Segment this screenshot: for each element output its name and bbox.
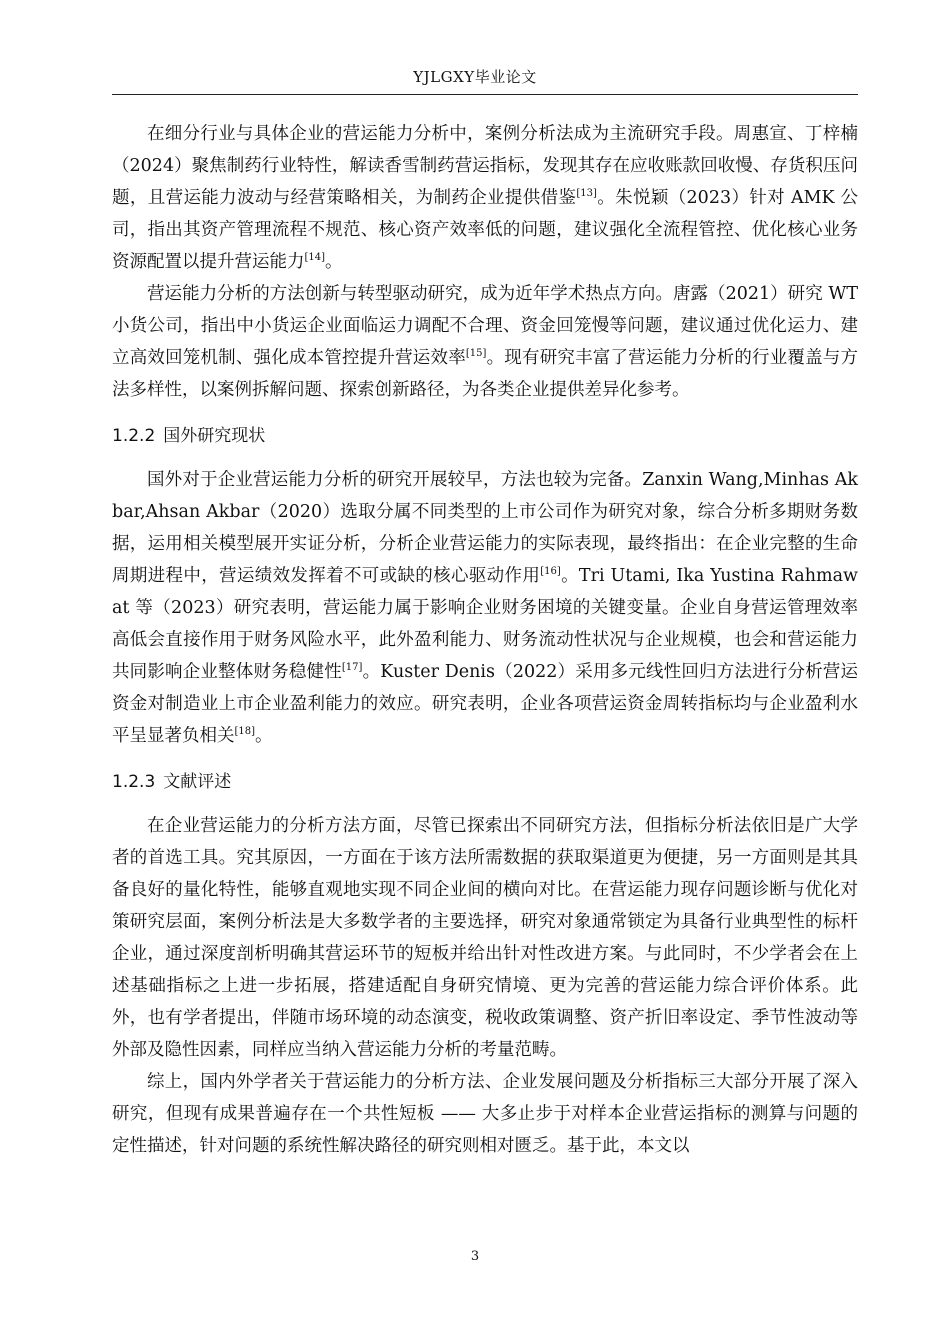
section-title: 文献评述	[163, 772, 232, 792]
section-heading-1-2-3	[112, 766, 858, 798]
paragraph-literature-review	[112, 810, 858, 1066]
citation-14: [14]	[304, 252, 326, 264]
paragraph-industry-case-analysis	[112, 118, 858, 278]
paragraph-text: 在细分行业与具体企业的营运能力分析中，案例分析法成为主流研究手段。周惠宣、丁梓楠（2024）聚焦制药行业特性，解读香雪制药营运指标，发现其存在应收账款回收慢、存货积压问题，且营运能力波动与经营策略相关，为制药企业提供借鉴	[112, 124, 858, 208]
paragraph-text: 营运能力分析的方法创新与转型驱动研究，成为近年学术热点方向。唐露（2021）研究 WT 小货公司，指出中小货运企业面临运力调配不合理、资金回笼慢等问题，建议通过优化运力、建立高效回笼机制、强化成本管控提升营运效率	[112, 284, 858, 368]
section-title: 国外研究现状	[163, 426, 266, 446]
paragraph-text: 。Kuster Denis（2022）采用多元线性回归方法进行分析营运资金对制造业上市企业盈利能力的效应。研究表明，企业各项营运资金周转指标均与企业盈利水平呈显著负相关	[112, 662, 858, 746]
paragraph-text: 国外对于企业营运能力分析的研究开展较早，方法也较为完备。Zanxin Wang,Minhas Akbar,Ahsan Akbar（2020）选取分属不同类型的上市公司作为研究对象，综合分析多期财务数据，运用相关模型展开实证分析，分析企业营运能力的实际表现，最终指出：在企业完整的生命周期进程中，营运绩效发挥着不可或缺的核心驱动作用	[112, 470, 858, 586]
running-header: YJLGXY毕业论文	[413, 68, 537, 86]
paragraph-foreign-research	[112, 464, 858, 752]
paragraph-method-innovation	[112, 278, 858, 406]
page-body	[112, 118, 858, 1162]
section-number: 1.2.3	[112, 772, 156, 792]
paragraph-text: 。	[255, 726, 273, 746]
citation-17: [17]	[341, 662, 363, 674]
header-rule	[112, 94, 858, 95]
paragraph-text: 。	[325, 252, 343, 272]
paragraph-text: 。朱悦颖（2023）针对 AMK 公司，指出其资产管理流程不规范、核心资产效率低的问题，建议强化全流程管控、优化核心业务资源配置以提升营运能力	[112, 188, 858, 272]
citation-18: [18]	[234, 726, 256, 738]
paragraph-text: 在企业营运能力的分析方法方面，尽管已探索出不同研究方法，但指标分析法依旧是广大学者的首选工具。究其原因，一方面在于该方法所需数据的获取渠道更为便捷，另一方面则是其具备良好的量化特性，能够直观地实现不同企业间的横向对比。在营运能力现存问题诊断与优化对策研究层面，案例分析法是大多数学者的主要选择，研究对象通常锁定为具备行业典型性的标杆企业，通过深度剖析明确其营运环节的短板并给出针对性改进方案。与此同时，不少学者会在上述基础指标之上进一步拓展，搭建适配自身研究情境、更为完善的营运能力综合评价体系。此外，也有学者提出，伴随市场环境的动态演变，税收政策调整、资产折旧率设定、季节性波动等外部及隐性因素，同样应当纳入营运能力分析的考量范畴。	[112, 816, 858, 1060]
citation-16: [16]	[540, 566, 561, 578]
citation-15: [15]	[465, 348, 487, 360]
paragraph-text: 综上，国内外学者关于营运能力的分析方法、企业发展问题及分析指标三大部分开展了深入研究，但现有成果普遍存在一个共性短板 —— 大多止步于对样本企业营运指标的测算与问题的定性描述，针对问题的系统性解决路径的研究则相对匮乏。基于此，本文以	[112, 1072, 858, 1156]
section-heading-1-2-2	[112, 420, 858, 452]
paragraph-text: 。现有研究丰富了营运能力分析的行业覆盖与方法多样性，以案例拆解问题、探索创新路径，为各类企业提供差异化参考。	[112, 348, 859, 400]
section-number: 1.2.2	[112, 426, 156, 446]
paragraph-summary	[112, 1066, 858, 1162]
paragraph-text: 。Tri Utami, Ika Yustina Rahmawat 等（2023）研究表明，营运能力属于影响企业财务困境的关键变量。企业自身营运管理效率高低会直接作用于财务风险水平，此外盈利能力、财务流动性状况与企业规模，也会和营运能力共同影响企业整体财务稳健性	[112, 566, 858, 682]
page-number: 3	[470, 1249, 480, 1264]
citation-13: [13]	[576, 188, 597, 200]
